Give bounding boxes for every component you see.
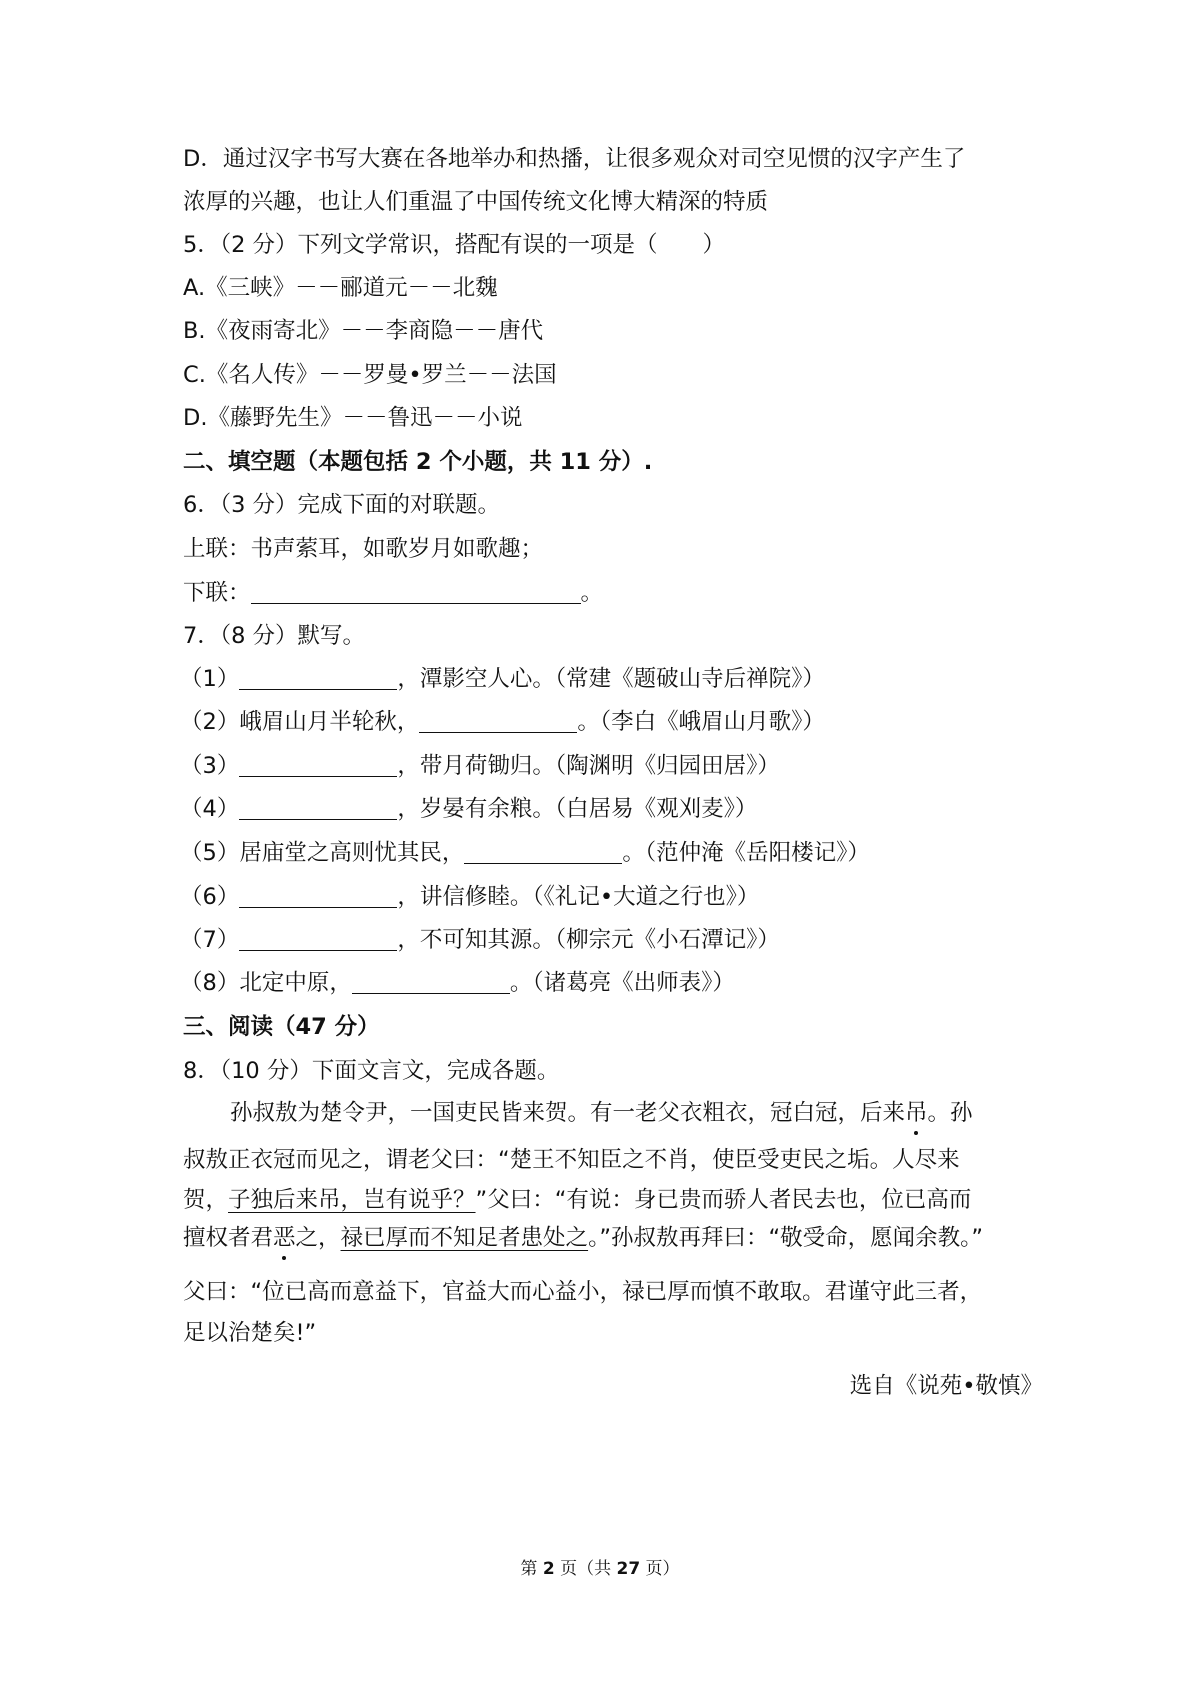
couplet-lower-label: 下联：	[183, 580, 251, 606]
underlined-sentence-1: 子独后来吊，岂有说乎？	[228, 1187, 476, 1213]
dictation-item-4-text: ，岁晏有余粮。（白居易《观刈麦》）	[397, 796, 758, 822]
footer-total-pages: 27	[616, 1559, 641, 1579]
footer-prefix: 第	[520, 1559, 543, 1579]
couplet-upper-text: 上联：书声萦耳，如歌岁月如歌趣；	[183, 536, 544, 562]
dictation-item-3-text: ，带月荷锄归。（陶渊明《归园田居》）	[397, 753, 780, 779]
dictation-item-7-text: ，不可知其源。（柳宗元《小石潭记》）	[397, 927, 780, 953]
dictation-blank-1[interactable]	[239, 665, 397, 690]
footer-suffix: 页）	[640, 1559, 680, 1579]
q5-option-c	[183, 359, 1043, 391]
passage-source	[850, 1370, 1043, 1402]
q5-option-b-text: B.《夜雨寄北》－－李商隐－－唐代	[183, 318, 544, 344]
dictation-item-7-num: （7）	[180, 927, 240, 953]
passage-line-4-text-a: 擅权者君	[183, 1225, 274, 1251]
dictation-item-4-num: （4）	[180, 796, 240, 822]
footer-middle: 页（共	[554, 1559, 617, 1579]
option-d-line-2	[183, 186, 1043, 218]
dictation-item-6-text: ，讲信修睦。（《礼记•大道之行也》）	[397, 884, 760, 910]
question-5-text: 5．（2 分）下列文学常识，搭配有误的一项是（ ）	[183, 232, 726, 258]
dictation-item-4	[180, 793, 1040, 825]
passage-line-1-text-b: 。孙	[927, 1100, 973, 1126]
dictation-item-6	[180, 881, 1040, 913]
q5-option-c-text: C.《名人传》－－罗曼•罗兰－－法国	[183, 362, 557, 388]
question-7-stem	[183, 620, 1043, 652]
section-3-heading	[183, 1011, 1043, 1043]
q5-option-a	[183, 272, 1043, 304]
dictation-item-2-text-a: （2）峨眉山月半轮秋，	[180, 709, 420, 735]
dictation-item-2-text-b: 。（李白《峨眉山月歌》）	[577, 709, 825, 735]
dictation-item-8-text-a: （8）北定中原，	[180, 970, 352, 996]
emphasis-dot-char-wu: 恶	[273, 1225, 296, 1251]
dictation-item-5-text-a: （5）居庙堂之高则忧其民，	[180, 840, 465, 866]
passage-line-6	[183, 1317, 1043, 1349]
passage-line-1-text-a: 孙叔敖为楚令尹，一国吏民皆来贺。有一老父衣粗衣，冠白冠，后来	[230, 1100, 906, 1126]
question-6-text: 6．（3 分）完成下面的对联题。	[183, 492, 501, 518]
section-3-heading-text: 三、阅读（47 分）	[183, 1014, 380, 1040]
dictation-item-1-text: ，潭影空人心。（常建《题破山寺后禅院》）	[397, 666, 825, 692]
passage-line-4	[183, 1222, 1043, 1254]
passage-line-5	[183, 1276, 1043, 1308]
question-7-text: 7．（8 分）默写。	[183, 623, 366, 649]
section-2-heading-text: 二、填空题（本题包括 2 个小题，共 11 分）.	[183, 449, 653, 475]
q5-option-d	[183, 402, 1043, 434]
dictation-blank-7[interactable]	[239, 926, 397, 951]
passage-source-text: 选自《说苑•敬慎》	[849, 1373, 1043, 1399]
dictation-blank-5[interactable]	[464, 839, 622, 864]
q5-option-a-text: A.《三峡》－－郦道元－－北魏	[183, 275, 498, 301]
passage-line-1	[230, 1097, 1090, 1129]
passage-line-2-text: 叔敖正衣冠而见之，谓老父曰：“楚王不知臣之不肖，使臣受吏民之垢。人尽来	[183, 1147, 960, 1173]
dictation-item-1	[180, 663, 1040, 695]
passage-line-3	[183, 1184, 1043, 1216]
dictation-blank-6[interactable]	[239, 883, 397, 908]
footer-page-number: 2	[542, 1559, 555, 1579]
passage-line-6-text: 足以治楚矣!”	[183, 1320, 317, 1346]
section-2-heading	[183, 446, 1043, 478]
dictation-item-3	[180, 750, 1040, 782]
emphasis-dot-char-diao: 吊	[905, 1100, 928, 1126]
dictation-item-5-text-b: 。（范仲淹《岳阳楼记》）	[622, 840, 870, 866]
passage-line-3-text-b: ”父曰：“有说：身已贵而骄人者民去也，位已高而	[475, 1187, 972, 1213]
underlined-sentence-2: 禄已厚而不知足者患处之	[340, 1225, 589, 1251]
dictation-item-3-num: （3）	[180, 753, 240, 779]
question-8-stem	[183, 1055, 1043, 1087]
couplet-lower-line	[183, 577, 1043, 609]
page-footer	[0, 1557, 1200, 1581]
dictation-item-8	[180, 967, 1040, 999]
passage-line-2	[183, 1144, 1043, 1176]
question-8-text: 8．（10 分）下面文言文，完成各题。	[183, 1058, 560, 1084]
passage-line-3-text-a: 贺，	[183, 1187, 229, 1213]
dictation-blank-3[interactable]	[239, 752, 397, 777]
dictation-item-5	[180, 837, 1040, 869]
dictation-item-7	[180, 924, 1040, 956]
dictation-blank-8[interactable]	[352, 969, 510, 994]
dictation-item-2	[180, 706, 1040, 738]
option-d-line-1	[183, 143, 1043, 175]
question-5-stem	[183, 229, 1043, 261]
passage-line-4-text-c: 。”孙叔敖再拜曰：“敬受命，愿闻余教。”	[588, 1225, 984, 1251]
q5-option-b	[183, 315, 1043, 347]
passage-line-5-text: 父曰：“位已高而意益下，官益大而心益小，禄已厚而慎不敢取。君谨守此三者，	[183, 1279, 983, 1305]
question-6-stem	[183, 489, 1043, 521]
couplet-answer-blank[interactable]	[251, 579, 581, 604]
option-d-text-1: D．通过汉字书写大赛在各地举办和热播，让很多观众对司空见惯的汉字产生了	[183, 146, 966, 172]
dictation-blank-4[interactable]	[239, 795, 397, 820]
dictation-blank-2[interactable]	[419, 708, 577, 733]
dictation-item-6-num: （6）	[180, 884, 240, 910]
couplet-lower-end: 。	[580, 580, 604, 606]
dictation-item-1-num: （1）	[180, 666, 240, 692]
option-d-text-2: 浓厚的兴趣，也让人们重温了中国传统文化博大精深的特质	[183, 189, 769, 215]
dictation-item-8-text-b: 。（诸葛亮《出师表》）	[509, 970, 735, 996]
couplet-upper-line	[183, 533, 1043, 565]
passage-line-4-text-b: 之，	[295, 1225, 341, 1251]
q5-option-d-text: D.《藤野先生》－－鲁迅－－小说	[183, 405, 523, 431]
